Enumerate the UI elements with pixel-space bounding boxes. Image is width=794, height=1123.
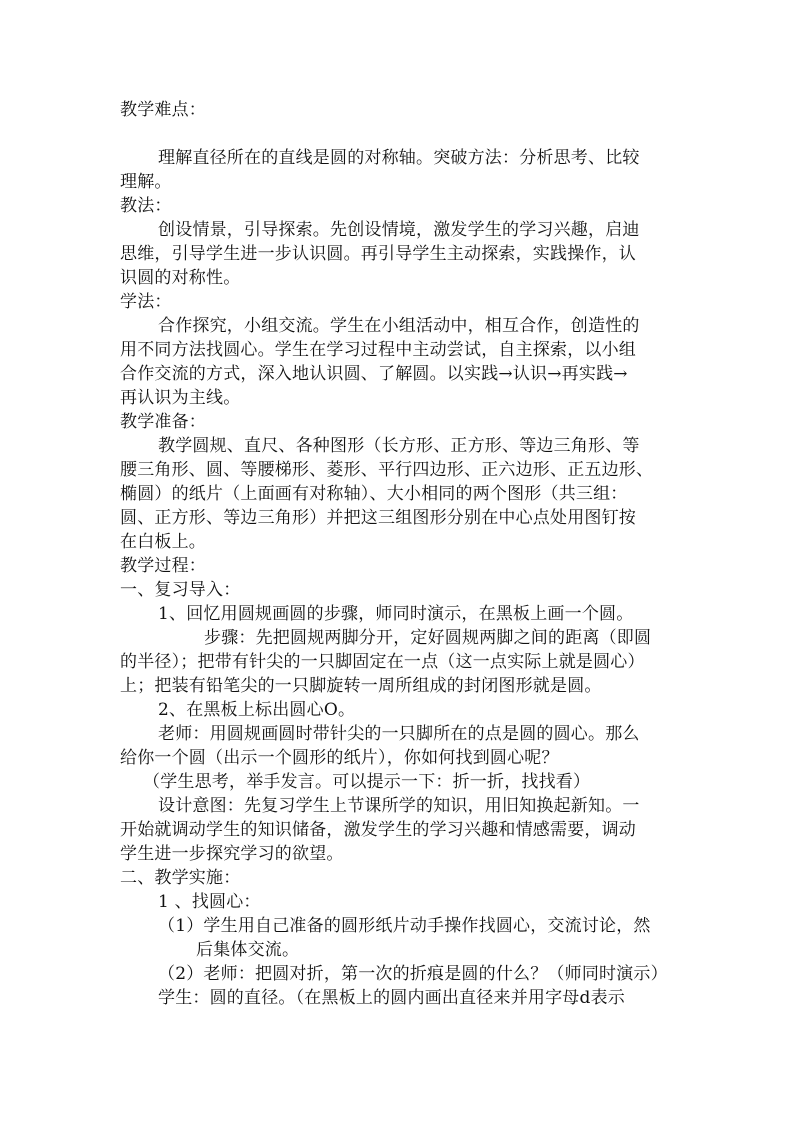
paragraph-line: 教学圆规、直尺、各种图形（长方形、正方形、等边三角形、等 — [158, 436, 640, 456]
heading-teaching-preparation: 教学准备： — [120, 412, 206, 432]
paragraph-line: 设计意图：先复习学生上节课所学的知识，用旧知换起新知。一 — [158, 796, 640, 816]
paragraph-line: 上；把装有铅笔尖的一只脚旋转一周所组成的封闭图形就是圆。 — [120, 676, 602, 696]
paragraph-line: 学生进一步探究学习的欲望。 — [120, 844, 344, 864]
paragraph-line: 合作交流的方式，深入地认识圆、了解圆。以实践→认识→再实践→ — [120, 364, 628, 384]
paragraph-line: （学生思考，举手发言。可以提示一下：折一折，找找看） — [143, 772, 591, 792]
paragraph-line: （2）老师：把圆对折，第一次的折痕是圆的什么？（师同时演示） — [158, 964, 668, 984]
paragraph-line: 识圆的对称性。 — [120, 268, 241, 288]
paragraph-line: 后集体交流。 — [196, 940, 300, 960]
paragraph-line: 2、在黑板上标出圆心O。 — [158, 700, 356, 720]
paragraph-line: 圆、正方形、等边三角形）并把这三组图形分别在中心点处用图钉按 — [120, 508, 636, 528]
paragraph-line: 的半径）；把带有针尖的一只脚固定在一点（这一点实际上就是圆心） — [120, 652, 645, 672]
paragraph-line: 步骤：先把圆规两脚分开，定好圆规两脚之间的距离（即圆 — [204, 628, 652, 648]
paragraph-line: 合作探究，小组交流。学生在小组活动中，相互合作，创造性的 — [158, 316, 640, 336]
paragraph-line: （1）学生用自己准备的圆形纸片动手操作找圆心，交流讨论，然 — [158, 916, 651, 936]
paragraph-line: 在白板上。 — [120, 532, 206, 552]
paragraph-line: 思维，引导学生进一步认识圆。再引导学生主动探索，实践操作，认 — [120, 244, 636, 264]
paragraph-line: 老师：用圆规画圆时带针尖的一只脚所在的点是圆的圆心。那么 — [158, 724, 640, 744]
heading-learning-method: 学法： — [120, 292, 172, 312]
paragraph-line: 再认识为主线。 — [120, 388, 241, 408]
paragraph-line: 1 、找圆心： — [158, 892, 261, 912]
paragraph-line: 给你一个圆（出示一个圆形的纸片），你如何找到圆心呢？ — [120, 748, 559, 768]
paragraph-line: 腰三角形、圆、等腰梯形、菱形、平行四边形、正六边形、正五边形、 — [120, 460, 654, 480]
heading-teaching-difficulty: 教学难点： — [120, 100, 206, 120]
heading-teaching-process: 教学过程： — [120, 556, 206, 576]
paragraph-line: 学生：圆的直径。（在黑板上的圆内画出直径来并用字母d表示 — [158, 988, 625, 1008]
paragraph-line: 1、回忆用圆规画圆的步骤，师同时演示，在黑板上画一个圆。 — [158, 604, 634, 624]
section-heading-review: 一、复习导入： — [120, 580, 241, 600]
heading-teaching-method: 教法： — [120, 196, 172, 216]
section-heading-implementation: 二、教学实施： — [120, 868, 241, 888]
paragraph-line: 理解。 — [120, 172, 172, 192]
paragraph-line: 创设情景，引导探索。先创设情境，激发学生的学习兴趣，启迪 — [158, 220, 640, 240]
paragraph-line: 用不同方法找圆心。学生在学习过程中主动尝试，自主探索，以小组 — [120, 340, 636, 360]
paragraph-line: 理解直径所在的直线是圆的对称轴。突破方法：分析思考、比较 — [158, 148, 640, 168]
paragraph-line: 椭圆）的纸片（上面画有对称轴）、大小相同的两个图形（共三组： — [120, 484, 628, 504]
paragraph-line: 开始就调动学生的知识储备，激发学生的学习兴趣和情感需要，调动 — [120, 820, 636, 840]
